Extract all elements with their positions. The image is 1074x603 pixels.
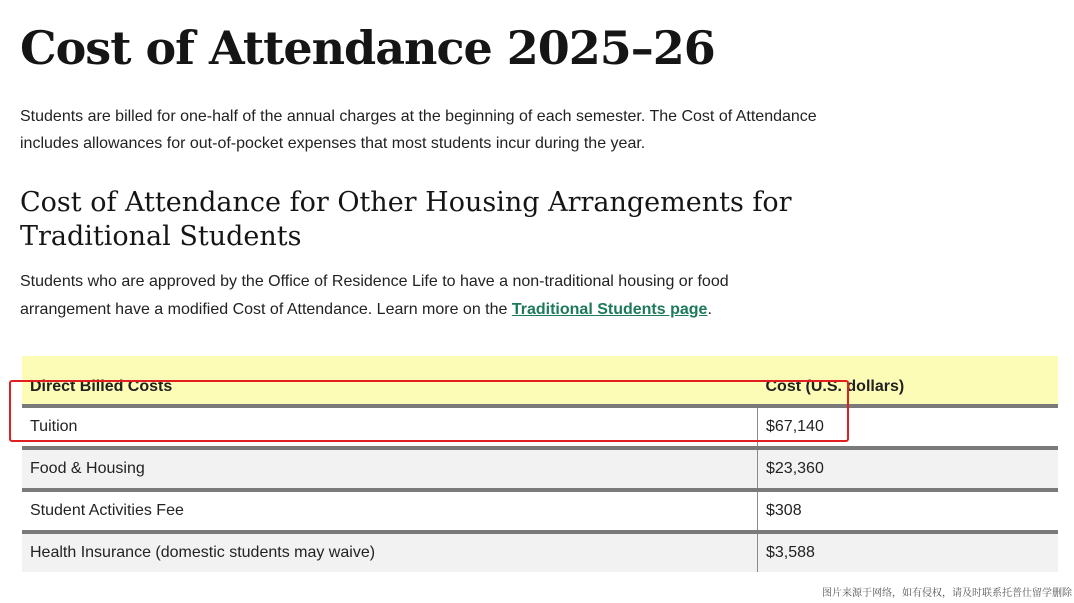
description-paragraph — [20, 268, 820, 324]
row-cost: $67,140 — [758, 406, 1059, 448]
table-header-row — [22, 356, 1058, 406]
description-text: Students who are approved by the Office of Residence Life to have a non-traditional housing or food arrangement have a modified Cost of Attendance. Learn more on the — [20, 273, 729, 318]
row-item: Food & Housing — [22, 448, 758, 490]
row-cost: $308 — [758, 490, 1059, 532]
row-item: Health Insurance (domestic students may waive) — [22, 532, 758, 572]
table-row — [22, 532, 1058, 572]
row-cost: $23,360 — [758, 448, 1059, 490]
row-cost: $3,588 — [758, 532, 1059, 572]
table-row — [22, 448, 1058, 490]
cost-table — [22, 356, 1058, 572]
section-heading: Cost of Attendance for Other Housing Arrangements for Traditional Students — [20, 187, 792, 252]
watermark-text: 图片来源于网络，如有侵权，请及时联系托普仕留学删除 — [822, 588, 1072, 599]
row-item: Tuition — [22, 406, 758, 448]
row-item: Student Activities Fee — [22, 490, 758, 532]
description-end: . — [707, 301, 712, 318]
table-row — [22, 490, 1058, 532]
traditional-students-link[interactable]: Traditional Students page — [511, 301, 708, 318]
header-cost: Cost (U.S. dollars) — [758, 356, 1059, 406]
page-title: Cost of Attendance 2025–26 — [20, 21, 715, 75]
table-row — [22, 406, 1058, 448]
intro-paragraph: Students are billed for one-half of the annual charges at the beginning of each semester. The Cost of Attendance includes allowances for out-of-pocket expenses that most students incur during the year. — [20, 108, 817, 152]
header-direct-billed-costs: Direct Billed Costs — [22, 356, 758, 406]
